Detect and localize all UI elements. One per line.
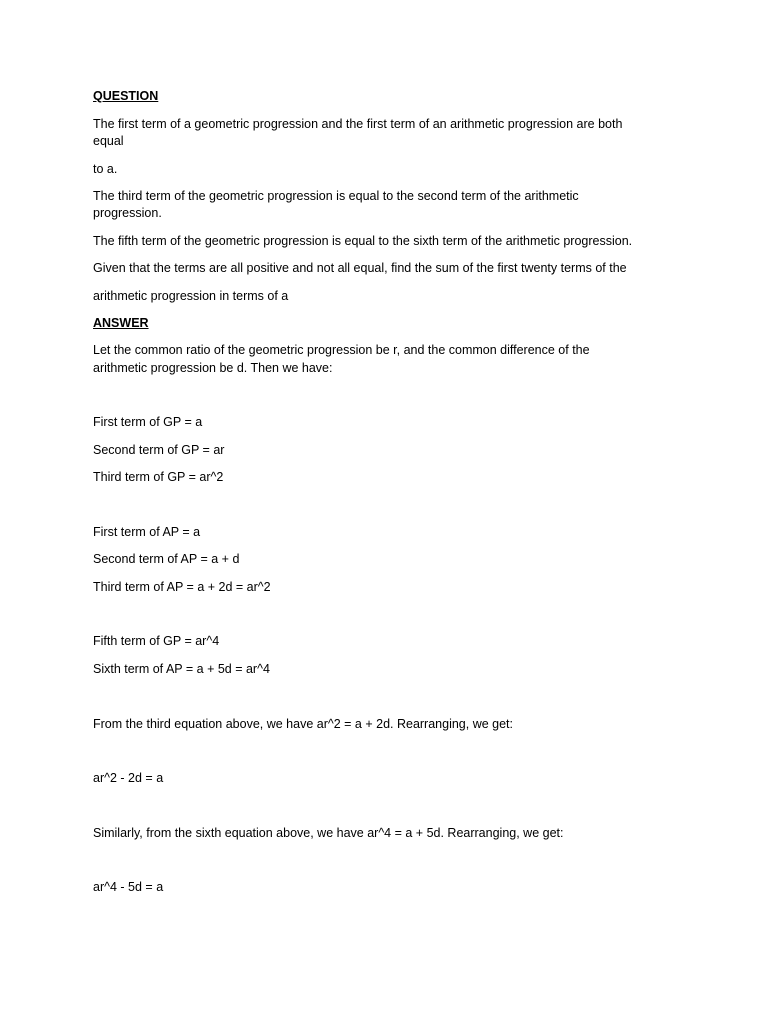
answer-intro-line: Let the common ratio of the geometric progression be r, and the common difference of the: [93, 343, 590, 357]
question-line: to a.: [93, 162, 118, 176]
question-line: The third term of the geometric progression is equal to the second term of the arithmetic: [93, 189, 579, 203]
question-line: Given that the terms are all positive and not all equal, find the sum of the first twenty terms of the: [93, 261, 627, 275]
ap-term: Second term of AP = a + d: [93, 552, 240, 566]
ap-term: First term of AP = a: [93, 525, 201, 539]
question-heading: QUESTION: [93, 89, 159, 103]
question-line: arithmetic progression in terms of a: [93, 289, 289, 303]
question-line: progression.: [93, 206, 162, 220]
gp-term: First term of GP = a: [93, 415, 203, 429]
step-text: Similarly, from the sixth equation above, we have ar^4 = a + 5d. Rearranging, we get:: [93, 826, 564, 840]
gp-term: Third term of GP = ar^2: [93, 470, 224, 484]
answer-intro-line: arithmetic progression be d. Then we have:: [93, 361, 333, 375]
question-line: The fifth term of the geometric progression is equal to the sixth term of the arithmetic progression.: [93, 234, 633, 248]
equation: ar^2 - 2d = a: [93, 771, 164, 785]
fifth-gp-term: Fifth term of GP = ar^4: [93, 634, 220, 648]
equation: ar^4 - 5d = a: [93, 880, 164, 894]
sixth-ap-term: Sixth term of AP = a + 5d = ar^4: [93, 662, 270, 676]
gp-term: Second term of GP = ar: [93, 443, 225, 457]
ap-term: Third term of AP = a + 2d = ar^2: [93, 580, 271, 594]
question-line: equal: [93, 134, 124, 148]
question-line: The first term of a geometric progression and the first term of an arithmetic progression are both: [93, 117, 623, 131]
step-text: From the third equation above, we have ar^2 = a + 2d. Rearranging, we get:: [93, 717, 514, 731]
answer-heading: ANSWER: [93, 316, 149, 330]
